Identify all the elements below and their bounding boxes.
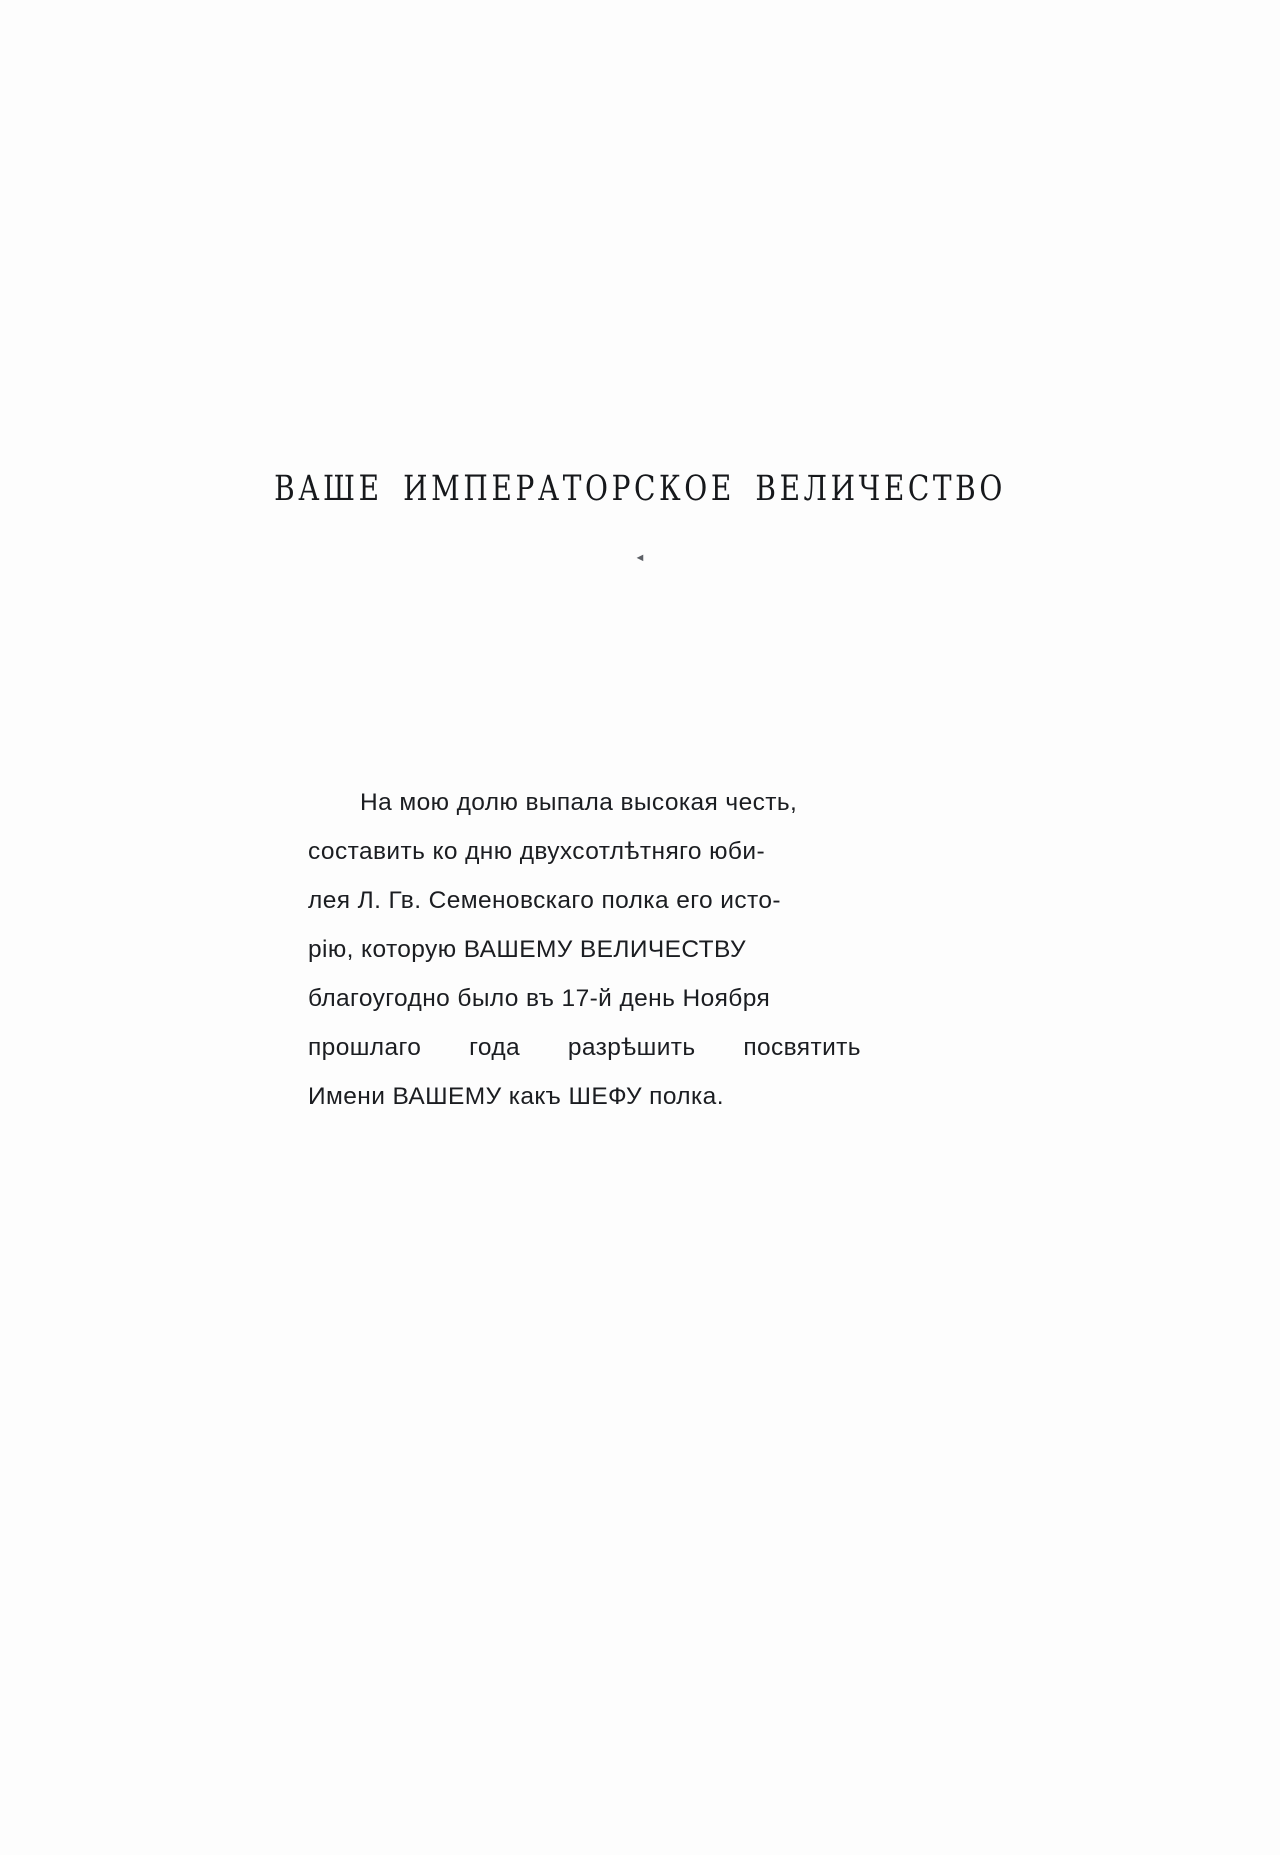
paragraph-line-justified: [308, 1023, 861, 1072]
justified-word: посвятить: [743, 1034, 861, 1061]
ornament-mark: ◄: [634, 552, 646, 564]
paragraph-line: благоугодно было въ 17-й день Ноября: [308, 985, 771, 1012]
paragraph-line: Имени ВАШЕМУ какъ ШЕФУ полка.: [308, 1083, 724, 1110]
page-title: ВАШЕ ИМПЕРАТОРСКОЕ ВЕЛИЧЕСТВО: [274, 469, 1006, 509]
justified-word: разрѣшить: [567, 1034, 696, 1061]
paragraph-line: лея Л. Гв. Семеновскаго полка его исто-: [308, 887, 781, 914]
justified-word: года: [469, 1034, 521, 1061]
paragraph-line: составить ко дню двухсотлѣтняго юби-: [308, 838, 766, 865]
dedication-paragraph: [308, 778, 861, 1121]
paragraph-line: рію, которую ВАШЕМУ ВЕЛИЧЕСТВУ: [308, 936, 746, 963]
justified-word: прошлаго: [308, 1034, 422, 1061]
paragraph-line: На мою долю выпала высокая честь,: [360, 789, 798, 816]
